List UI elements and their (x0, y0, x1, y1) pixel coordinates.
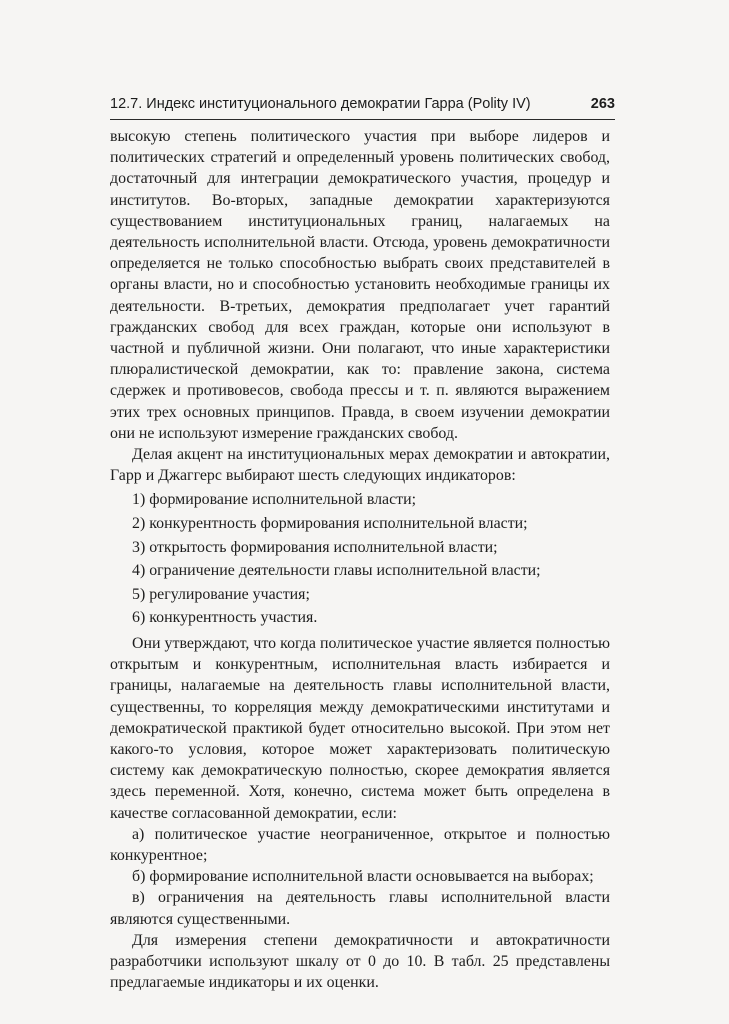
list-item: в) ограничения на деятельность главы исполнительной власти являются существенными. (110, 889, 610, 928)
section-title: 12.7. Индекс институционального демократии Гарра (Polity IV) (110, 96, 531, 112)
list-item: 6) конкурентность участия. (132, 609, 318, 627)
list-item: 3) открытость формирования исполнительной власти; (132, 538, 498, 556)
paragraph: Они утверждают, что когда политическое участие является полностью открытым и конкурентным, исполнительная власть избирается и границы, налагаемые на деятельность главы исполнительной власти, существенны, то корреляция между демократическими институтами и демократической практикой будет относительно высокой. При этом нет какого-то условия, которое может характеризовать политическую систему как демократическую полностью, скорее демократия является здесь переменной. Хотя, конечно, система может быть определена в качестве согласованной демократии, если: (110, 635, 610, 822)
paragraph: высокую степень политического участия при выборе лидеров и политических стратегий и определенный уровень политических свобод, достаточный для интеграции демократического участия, процедур и институтов. Во-вторых, западные демократии характеризуются существованием институциональных границ, налагаемых на деятельность исполнительной власти. Отсюда, уровень демократичности определяется не только способностью выбрать своих представителей в органы власти, но и способностью установить необходимые границы их деятельности. В-третьих, демократия предполагает учет гарантий гражданских свобод для всех граждан, которые они используют в частной и публичной жизни. Они полагают, что иные характеристики плюралистической демократии, как то: правление закона, система сдержек и противовесов, свобода прессы и т. п. являются выражением этих трех основных принципов. Правда, в своем изучении демократии они не используют измерение гражданских свобод. (110, 128, 610, 442)
list-item: 1) формирование исполнительной власти; (132, 491, 417, 509)
list-item: б) формирование исполнительной власти основывается на выборах; (132, 868, 594, 886)
header-rule (110, 119, 615, 120)
list-item: а) политическое участие неограниченное, открытое и полностью конкурентное; (110, 825, 610, 865)
paragraph: Для измерения степени демократичности и автократичности разработчики используют шкалу от 0 до 10. В табл. 25 представлены предлагаемые индикаторы и их оценки. (110, 931, 610, 992)
list-item: 2) конкурентность формирования исполнительной власти; (132, 515, 528, 533)
list-item: 5) регулирование участия; (132, 585, 310, 603)
list-item: 4) ограничение деятельности главы исполнительной власти; (132, 562, 541, 580)
page-number: 263 (590, 96, 615, 112)
body-text (110, 126, 610, 993)
indicator-list (110, 488, 610, 630)
condition-list (110, 824, 610, 930)
running-head (110, 93, 615, 115)
paragraph: Делая акцент на институциональных мерах демократии и автократии, Гарр и Джаггерс выбирают шесть следующих индикаторов: (110, 446, 610, 485)
